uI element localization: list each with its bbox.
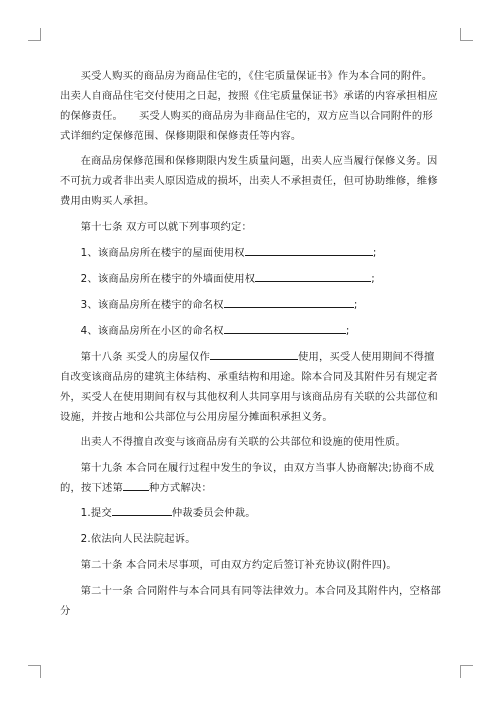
article-17-item-3: 3、该商品房所在楼宇的命名权 ; [60, 295, 442, 315]
document-body [60, 66, 442, 621]
article-19-option-2: 2.依法向人民法院起诉。 [80, 533, 196, 545]
blank-field[interactable] [112, 503, 172, 516]
article-19-option-1: 1.提交 仲裁委员会仲裁。 [60, 503, 442, 523]
crop-mark-bottom-right [460, 665, 473, 678]
blank-field[interactable] [123, 478, 149, 491]
article-19: 第十九条 本合同在履行过程中发生的争议，由双方当事人协商解决;协商不成的，按下述第 种方式解决： [60, 462, 435, 494]
article-18: 第十八条 买受人的房屋仅作 使用，买受人使用期间不得擅自改变该商品房的建筑主体结构、承重结构和用途。除本合同及其附件另有规定者外，买受人在使用期间有权与其他权利人共同享用与该商品房有关联的公共部位和设施，并按占地和公共部位与公用房屋分摊面积承担义务。 [60, 347, 442, 427]
blank-field[interactable] [224, 295, 354, 308]
blank-field[interactable] [255, 269, 371, 282]
article-20: 第二十条 本合同未尽事项，可由双方约定后签订补充协议(附件四)。 [80, 559, 397, 571]
crop-mark-top-right [460, 28, 473, 41]
article-17-item-1: 1、该商品房所在楼宇的屋面使用权 ; [60, 243, 442, 263]
article-17-item-4: 4、该商品房所在小区的命名权 ; [60, 321, 442, 341]
article-17-heading: 第十七条 双方可以就下列事项约定： [80, 221, 253, 233]
blank-field[interactable] [224, 321, 346, 334]
blank-field[interactable] [245, 243, 373, 256]
blank-field[interactable] [210, 347, 298, 360]
paragraph-warranty-residential: 买受人购买的商品房为商品住宅的，《住宅质量保证书》作为本合同的附件。出卖人自商品住宅交付使用之日起，按照《住宅质量保证书》承诺的内容承担相应的保修责任。 买受人购买的商品房为非商品住宅的，双方应当以合同附件的形式详细约定保修范围、保修期限和保修责任等内容。 [60, 70, 438, 142]
paragraph-warranty-duty: 在商品房保修范围和保修期限内发生质量问题，出卖人应当履行保修义务。因不可抗力或者非出卖人原因造成的损坏，出卖人不承担责任，但可协助维修，维修费用由购买人承担。 [60, 155, 438, 207]
paragraph-public-areas: 出卖人不得擅自改变与该商品房有关联的公共部位和设施的使用性质。 [80, 436, 406, 448]
article-21: 第二十一条 合同附件与本合同具有同等法律效力。本合同及其附件内，空格部分 [60, 585, 441, 617]
crop-mark-bottom-left [28, 665, 41, 678]
crop-mark-top-left [28, 28, 41, 41]
article-17-item-2: 2、该商品房所在楼宇的外墙面使用权 ; [60, 269, 442, 289]
